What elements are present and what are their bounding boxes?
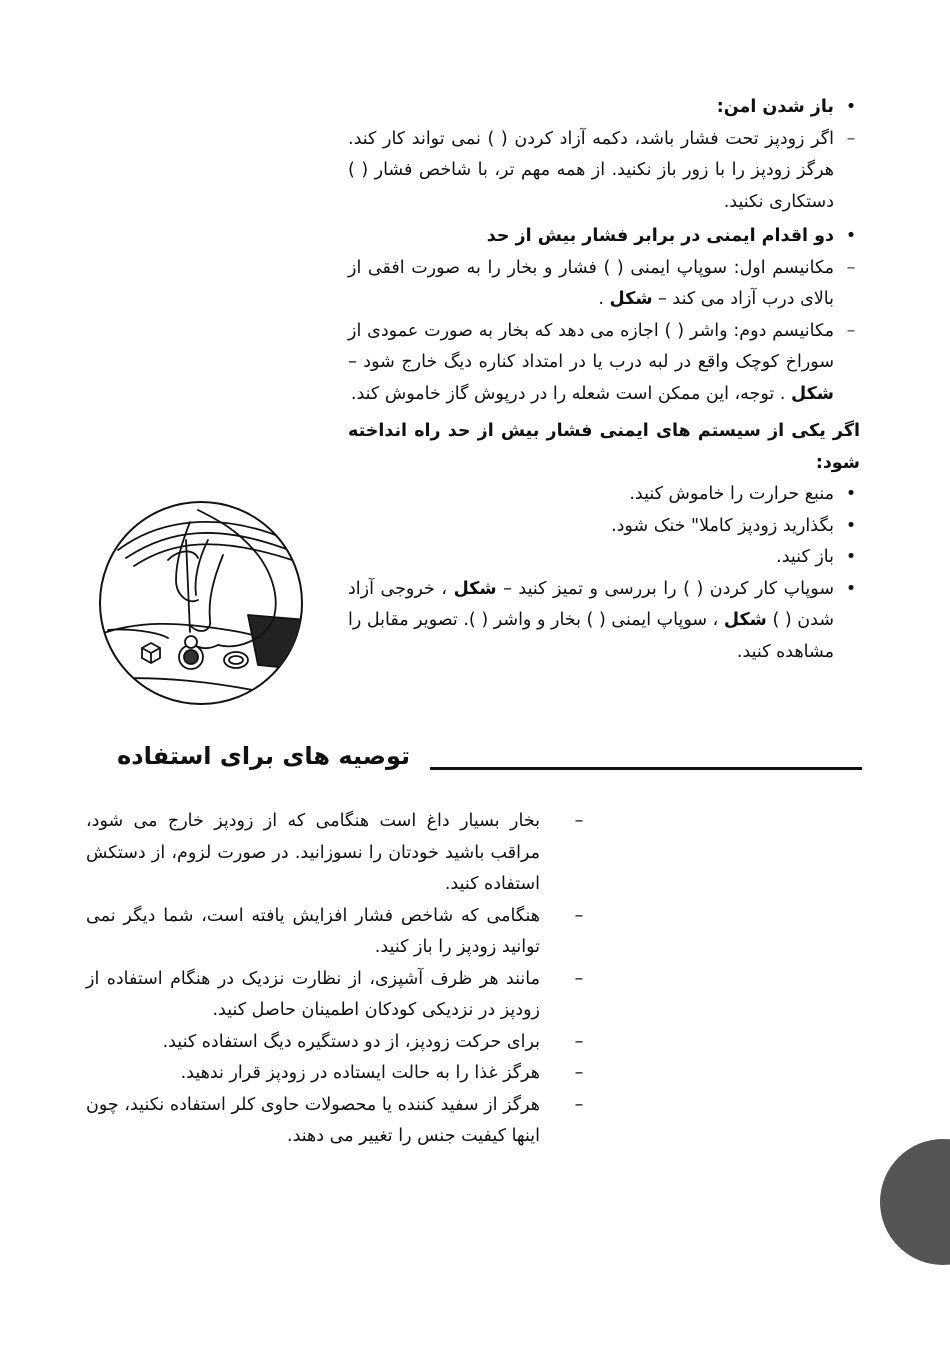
item-text: مکانیسم دوم: واشر ( ) اجازه می دهد که بخار به صورت عمودی از سوراخ کوچک واقع در لبه درب یا در امتداد کناره دیگ خارج شود – <box>348 320 834 372</box>
dash-marker: – <box>574 1094 584 1115</box>
list-item <box>348 253 860 316</box>
dash-marker: – <box>846 257 856 278</box>
list-item <box>86 964 594 1027</box>
item-text: هرگز از سفید کننده یا محصولات حاوی کلر استفاده نکنید، چون اینها کیفیت جنس را تغییر می دهند. <box>86 1094 540 1146</box>
figure-ref: شکل <box>453 578 497 599</box>
item-heading: باز شدن امن: <box>716 97 834 117</box>
valve-cleaning-illustration <box>98 500 304 706</box>
dash-marker: – <box>574 905 584 926</box>
dash-marker: – <box>846 128 856 149</box>
section-heading: توصیه های برای استفاده <box>117 742 410 770</box>
heading-rule <box>430 767 862 770</box>
hand-cleaning-valve-icon <box>98 500 304 706</box>
bullet: • <box>845 578 857 599</box>
item-text: هنگامی که شاخص فشار افزایش یافته است، شما دیگر نمی توانید زودپز را باز کنید. <box>86 905 540 957</box>
bullet: • <box>845 547 857 567</box>
item-text: مکانیسم اول: سوپاپ ایمنی ( ) فشار و بخار را به صورت افقی از بالای درب آزاد می کند – <box>348 257 834 309</box>
dash-marker: – <box>574 811 584 831</box>
dash-marker: – <box>574 1031 584 1052</box>
list-item <box>86 1090 594 1153</box>
list-item <box>348 124 860 219</box>
item-text: اگر زودپز تحت فشار باشد، دکمه آزاد کردن ( ) نمی تواند کار کند. هرگز زودپز را با زور باز نکنید. از همه مهم تر، با شاخص فشار ( ) دستکاری نکنید. <box>348 128 834 212</box>
item-tail: . <box>598 289 610 309</box>
subheading: اگر یکی از سیستم های ایمنی فشار بیش از حد راه انداخته شود: <box>348 421 860 473</box>
dash-marker: – <box>574 1063 584 1083</box>
list-item <box>348 221 860 253</box>
usage-recommendations <box>86 806 594 1153</box>
list-item <box>86 806 594 901</box>
bullet: • <box>845 226 857 246</box>
list-item <box>86 1027 594 1059</box>
item-text: مانند هر ظرف آشپزی، از نظارت نزدیک در هنگام استفاده از زودپز در نزدیکی کودکان اطمینان حاصل کنید. <box>86 968 540 1020</box>
figure-ref: شکل <box>723 610 767 630</box>
item-tail: . توجه، این ممکن است شعله را در درپوش گاز خاموش کند. <box>350 383 791 404</box>
page-edge-tab <box>880 1139 950 1265</box>
item-text: باز کنید. <box>776 547 834 567</box>
item-tail: ، سوپاپ ایمنی ( ) بخار و واشر ( ). تصویر مقابل را مشاهده کنید. <box>348 610 834 662</box>
list-item <box>348 479 860 511</box>
figure-ref: شکل <box>609 289 653 309</box>
figure-ref: شکل <box>790 383 834 404</box>
item-text-mid: ، خروجی آزاد شدن ( ) <box>348 578 834 630</box>
dash-marker: – <box>846 320 856 341</box>
item-text: برای حرکت زودپز، از دو دستگیره دیگ استفاده کنید. <box>162 1031 540 1052</box>
bullet: • <box>845 515 857 536</box>
list-item <box>348 574 860 669</box>
item-text: هرگز غذا را به حالت ایستاده در زودپز قرار ندهید. <box>180 1063 540 1083</box>
list-item <box>348 542 860 574</box>
dash-marker: – <box>574 968 584 989</box>
list-item <box>348 92 860 124</box>
list-item <box>86 1058 594 1090</box>
list-item <box>348 511 860 543</box>
item-text: منبع حرارت را خاموش کنید. <box>629 484 834 504</box>
item-text: بگذارید زودپز کاملا" خنک شود. <box>611 515 834 536</box>
list-item <box>86 901 594 964</box>
list-item <box>348 316 860 411</box>
item-text: بخار بسیار داغ است هنگامی که از زودپز خارج می شود، مراقب باشید خودتان را نسوزانید. در صورت لزوم، از دستکش استفاده کنید. <box>86 811 540 894</box>
safety-section <box>348 92 860 668</box>
item-heading: دو اقدام ایمنی در برابر فشار بیش از حد <box>486 226 834 246</box>
bullet: • <box>845 484 857 504</box>
item-text: سوپاپ کار کردن ( ) را بررسی و تمیز کنید – <box>503 578 834 599</box>
bullet: • <box>845 97 857 117</box>
